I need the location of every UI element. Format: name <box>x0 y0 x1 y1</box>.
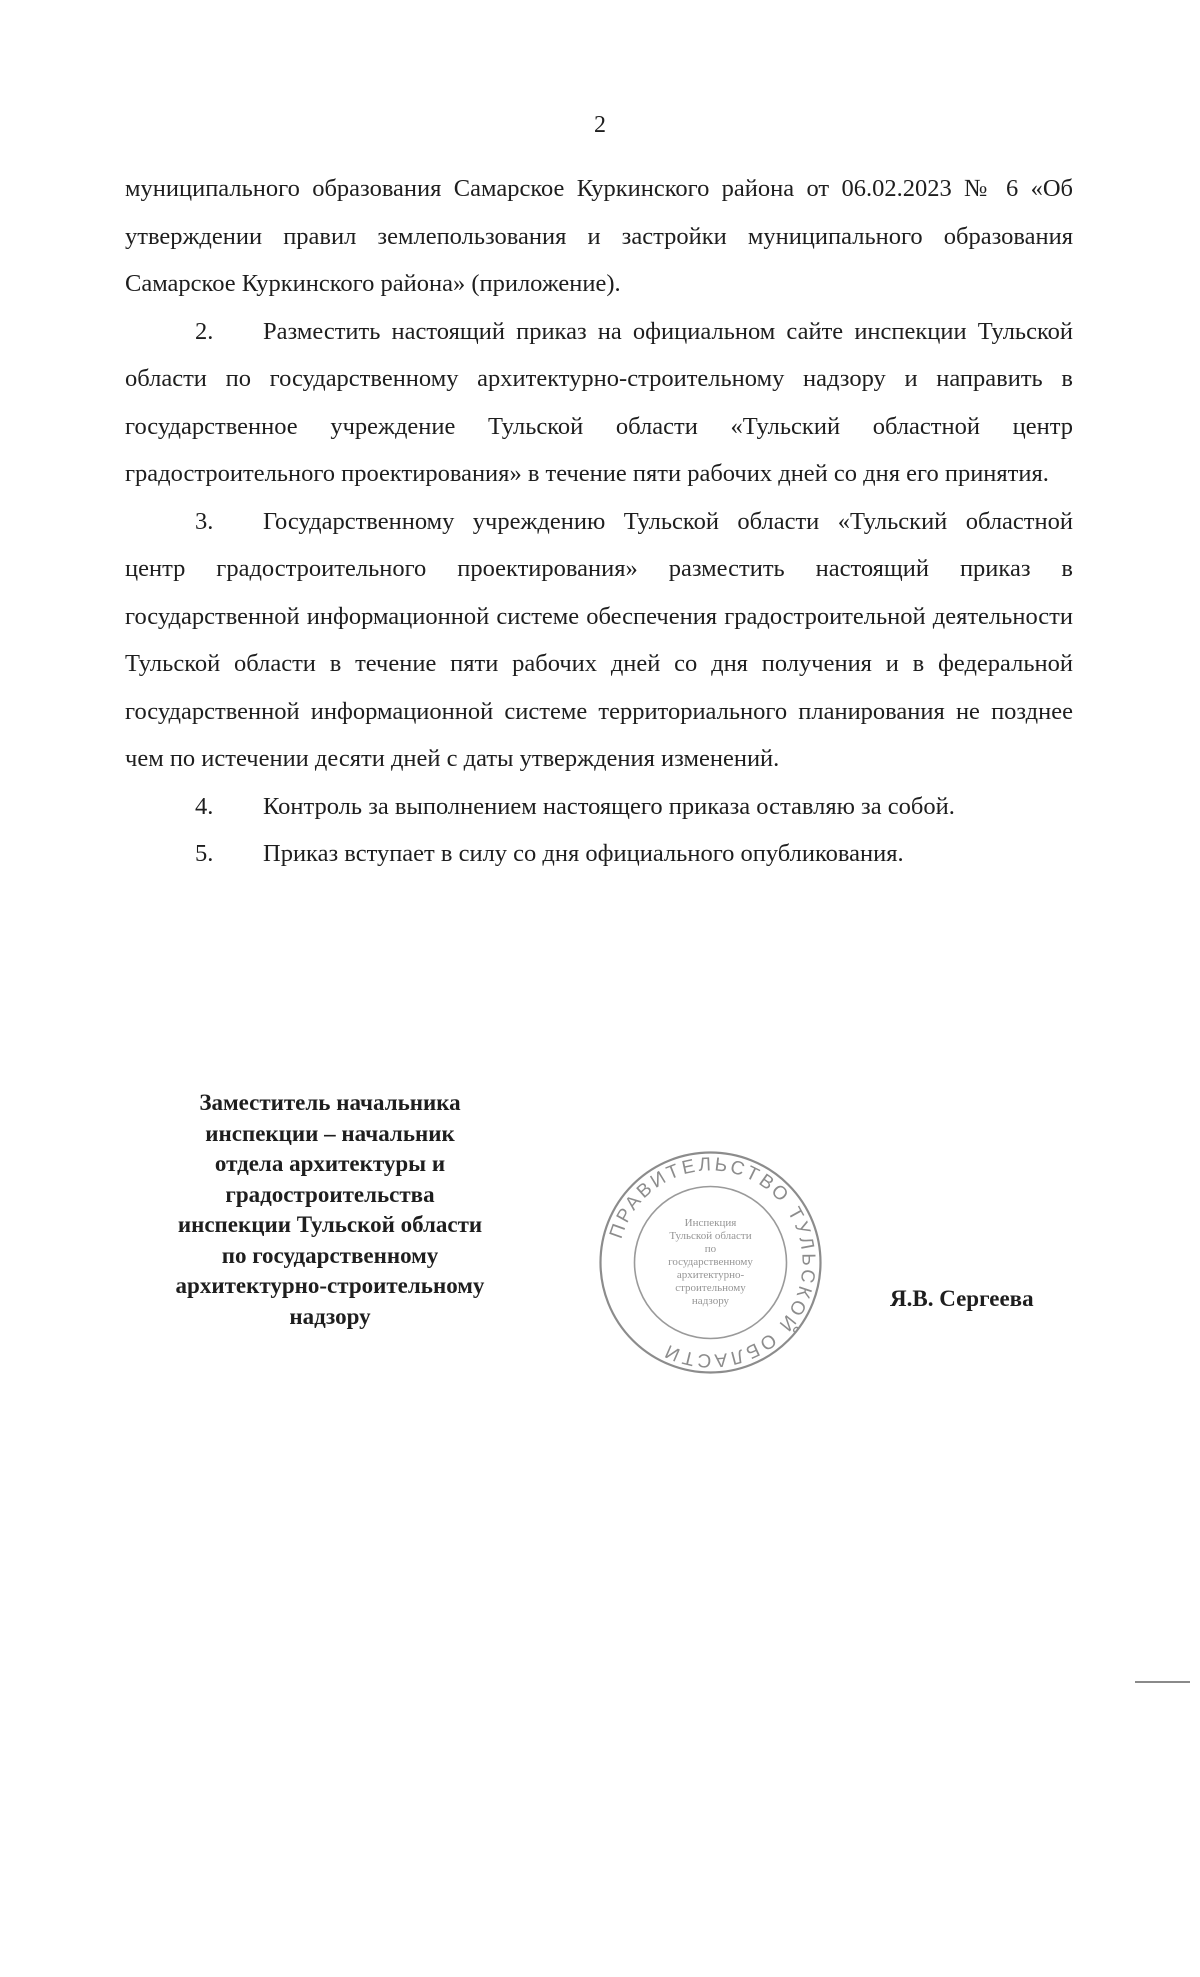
paragraph-item-2 <box>125 308 1073 498</box>
paragraph-text: Государственному учреждению Тульской области «Тульский областной центр градостроительного проектирования» разместить настоящий приказ в государственной информационной системе обеспечения градостроительной деятельности Тульской области в течение пяти рабочих дней со дня получения и в федеральной государственной информационной системе территориального планирования не позднее чем по истечении десяти дней с даты утверждения изменений. <box>125 507 1073 772</box>
position-line: по государственному <box>221 1242 439 1268</box>
paragraph-item-5 <box>125 830 1073 878</box>
stamp-inner-text <box>668 1217 753 1307</box>
position-line: инспекции – начальник <box>205 1120 455 1146</box>
position-line: градостроительства <box>225 1181 435 1207</box>
stamp-inner-line: Инспекция <box>684 1217 737 1229</box>
paragraph-text: муниципального образования Самарское Куркинского района от 06.02.2023 № 6 «Об утверждении правил землепользования и застройки муниципального образования Самарское Куркинского района» (приложение). <box>125 175 1073 297</box>
paragraph-text: Контроль за выполнением настоящего приказа оставляю за собой. <box>263 792 955 820</box>
paragraph-number: 3. <box>195 507 214 535</box>
margin-line <box>1135 1681 1190 1683</box>
paragraph-number: 5. <box>195 840 214 867</box>
position-line: инспекции Тульской области <box>177 1212 483 1237</box>
position-line: надзору <box>289 1303 371 1329</box>
stamp-inner-line: Тульской области <box>669 1230 752 1242</box>
paragraph-number: 2. <box>195 317 214 345</box>
paragraph-item-4 <box>125 783 1073 831</box>
official-stamp <box>598 1150 823 1375</box>
position-line: архитектурно-строительному <box>175 1273 485 1298</box>
paragraph-text: Разместить настоящий приказ на официальном сайте инспекции Тульской области по государственному архитектурно-строительному надзору и направить в государственное учреждение Тульской области «Тульский областной центр градостроительного проектирования» в течение пяти рабочих дней со дня его принятия. <box>125 317 1073 487</box>
signer-name: Я.В. Сергеева <box>890 1286 1034 1311</box>
paragraph-number: 4. <box>195 792 214 820</box>
paragraph-continuation <box>125 165 1073 308</box>
stamp-outer-text: ПРАВИТЕЛЬСТВО ТУЛЬСКОЙ ОБЛАСТИ <box>605 1154 819 1371</box>
stamp-inner-line: по <box>704 1243 717 1255</box>
stamp-inner-line: архитектурно- <box>676 1269 745 1281</box>
stamp-inner-line: строительному <box>675 1282 746 1294</box>
paragraph-text: Приказ вступает в силу со дня официального опубликования. <box>263 840 904 867</box>
paragraph-item-3 <box>125 498 1073 783</box>
stamp-inner-line: надзору <box>691 1295 730 1307</box>
document-body <box>125 165 1073 878</box>
page-number: 2 <box>594 112 606 138</box>
position-line: Заместитель начальника <box>199 1090 461 1115</box>
position-line: отдела архитектуры и <box>214 1151 446 1176</box>
signatory-position <box>135 1088 525 1332</box>
stamp-inner-line: государственному <box>668 1256 753 1268</box>
